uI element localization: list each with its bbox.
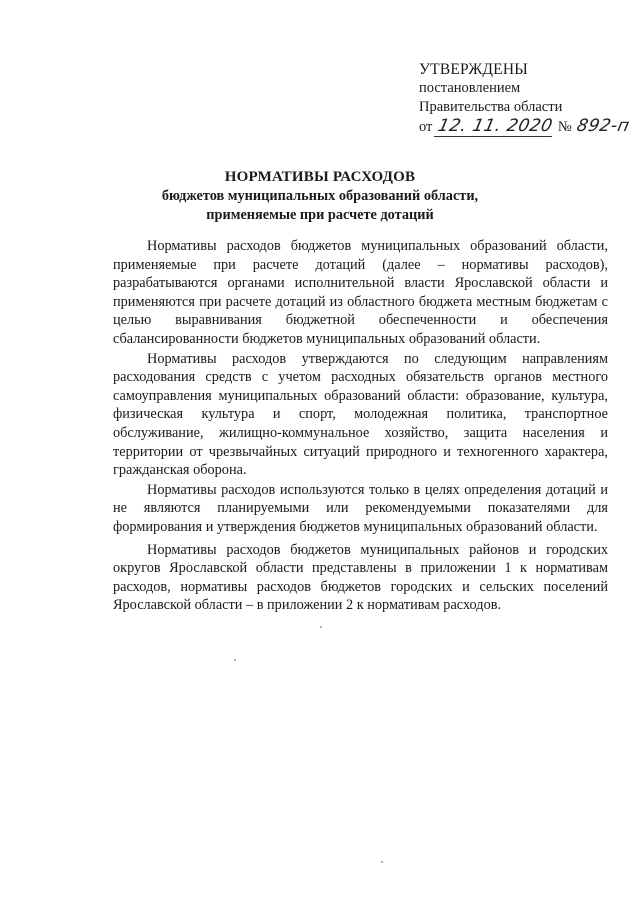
- document-body: [113, 237, 608, 616]
- title-sub-line2: применяемые при расчете дотаций: [206, 206, 434, 223]
- approval-heading: УТВЕРЖДЕНЫ: [419, 61, 528, 78]
- scan-speck: [320, 626, 322, 628]
- approval-date-line: [419, 116, 632, 137]
- date-prefix: от: [419, 119, 433, 135]
- handwritten-date: 12. 11. 2020: [434, 117, 556, 137]
- paragraph-4: Нормативы расходов бюджетов муниципальных районов и городских округов Ярославской области представлены в приложении 1 к нормативам расходов, нормативы расходов бюджетов городских и сельских поселений Ярославской области – в приложении 2 к нормативам расходов.: [113, 541, 608, 614]
- approval-resolution-line: постановлением: [419, 80, 521, 96]
- number-sign: №: [557, 119, 572, 135]
- paragraph-3: Нормативы расходов используются только в целях определения дотаций и не являются планируемыми или рекомендуемыми показателями для формирования и утверждения бюджетов муниципальных образований области.: [113, 481, 608, 535]
- document-title: [60, 168, 580, 224]
- title-main: НОРМАТИВЫ РАСХОДОВ: [224, 169, 416, 185]
- approval-stamp: [419, 60, 632, 137]
- handwritten-number: 892-п: [575, 116, 632, 136]
- approval-government-line: Правительства области: [419, 99, 563, 115]
- scan-speck: [381, 861, 383, 863]
- scan-speck: [234, 659, 236, 661]
- paragraph-1: Нормативы расходов бюджетов муниципальных образований области, применяемые при расчете дотаций (далее – нормативы расходов), разрабатываются органами исполнительной власти Ярославской области и применяются при расчете дотаций из областного бюджета местным бюджетам с целью выравнивания бюджетной обеспеченности и обеспечения сбалансированности бюджетов муниципальных образований области.: [113, 238, 608, 347]
- paragraph-2: Нормативы расходов утверждаются по следующим направлениям расходования средств с учетом расходных обязательств органов местного самоуправления муниципальных образований области: образование, культура, физическая культура и спорт, молодежная политика, транспортное обслуживание, жилищно-коммунальное хозяйство, защита населения и территории от чрезвычайных ситуаций природного и техногенного характера, гражданская оборона.: [113, 350, 608, 479]
- title-sub-line1: бюджетов муниципальных образований области,: [161, 188, 479, 204]
